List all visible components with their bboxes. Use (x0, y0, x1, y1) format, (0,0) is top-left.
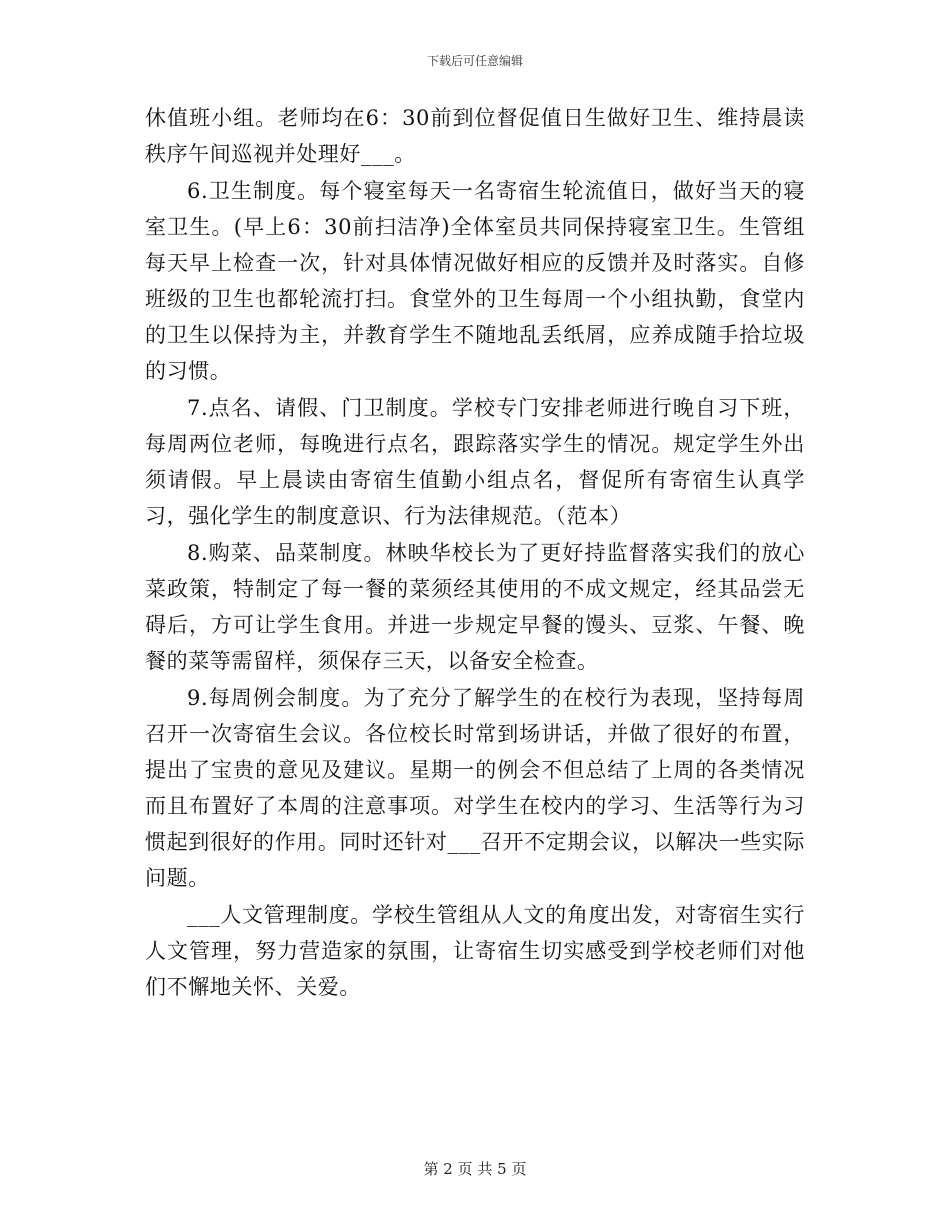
paragraph-rollcall-system: 7.点名、请假、门卫制度。学校专门安排老师进行晚自习下班，每周两位老师，每晚进行点名，跟踪落实学生的情况。规定学生外出须请假。早上晨读由寄宿生值勤小组点名，督促所有寄宿生认真学习，强化学生的制度意识、行为法律规范。（范本） (145, 396, 805, 528)
page-header: 下载后可任意编辑 (426, 54, 523, 68)
document-body (145, 100, 805, 1006)
paragraph-weekly-meeting: 9.每周例会制度。为了充分了解学生的在校行为表现，坚持每周召开一次寄宿生会议。各位校长时常到场讲话，并做了很好的布置，提出了宝贵的意见及建议。星期一的例会不但总结了上周的各类情况而且布置好了本周的注意事项。对学生在校内的学习、生活等行为习惯起到很好的作用。同时还针对___召开不定期会议，以解决一些实际问题。 (145, 686, 805, 890)
paragraph-hygiene-system: 6.卫生制度。每个寝室每天一名寄宿生轮流值日，做好当天的寝室卫生。(早上6：30前扫洁净)全体室员共同保持寝室卫生。生管组每天早上检查一次，针对具体情况做好相应的反馈并及时落实。自修班级的卫生也都轮流打扫。食堂外的卫生每周一个小组执勤，食堂内的卫生以保持为主，并教育学生不随地乱丢纸屑，应养成随手拾垃圾的习惯。 (145, 179, 805, 383)
paragraph-food-system: 8.购菜、品菜制度。林映华校长为了更好持监督落实我们的放心菜政策，特制定了每一餐的菜须经其使用的不成文规定，经其品尝无碍后，方可让学生食用。并进一步规定早餐的馒头、豆浆、午餐、晚餐的菜等需留样，须保存三天，以备安全检查。 (145, 541, 805, 673)
paragraph-continuation: 休值班小组。老师均在6：30前到位督促值日生做好卫生、维持晨读秩序午间巡视并处理好___。 (145, 106, 805, 166)
page-footer: 第 2 页 共 5 页 (423, 1160, 527, 1178)
paragraph-humanistic-management: ___人文管理制度。学校生管组从人文的角度出发，对寄宿生实行人文管理，努力营造家的氛围，让寄宿生切实感受到学校老师们对他们不懈地关怀、关爱。 (145, 903, 805, 999)
